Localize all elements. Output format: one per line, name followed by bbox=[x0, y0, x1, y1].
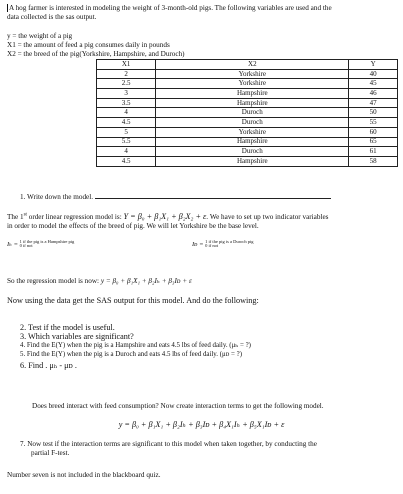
indicator-d-label: Iᴅ = bbox=[192, 240, 204, 248]
table-cell: Yorkshire bbox=[156, 69, 349, 79]
list-item: 6. Find . μₕ - μᴅ . bbox=[20, 360, 77, 370]
model-intro-prefix: The 1 bbox=[7, 213, 24, 221]
indicator-d-cases bbox=[205, 240, 253, 249]
table-cell: Duroch bbox=[156, 118, 349, 128]
table-cell: 5 bbox=[97, 127, 156, 137]
table-header-row bbox=[97, 60, 398, 70]
question-7 bbox=[20, 440, 397, 458]
ordinal-superscript: st bbox=[23, 212, 27, 218]
definition-x2: X2 = the breed of the pig(Yorkshire, Hampshire, and Duroch) bbox=[7, 50, 185, 58]
intro-line-1: A hog farmer is interested in modeling the weight of 3-month-old pigs. The following variables are used and the bbox=[9, 4, 332, 12]
table-row bbox=[97, 89, 398, 99]
table-row bbox=[97, 137, 398, 147]
interaction-question: Does breed interact with feed consumption? Now create interaction terms to get the following model. bbox=[32, 402, 324, 410]
table-cell: 2 bbox=[97, 69, 156, 79]
table-cell: Duroch bbox=[156, 147, 349, 157]
question-7-line-2: partial F-test. bbox=[31, 449, 70, 457]
table-cell: 58 bbox=[349, 156, 398, 166]
indicator-h-case-0: 0 if not bbox=[19, 243, 33, 249]
table-cell: 46 bbox=[349, 89, 398, 99]
table-row bbox=[97, 127, 398, 137]
table-cell: Yorkshire bbox=[156, 127, 349, 137]
regression-now-prefix: So the regression model is now: bbox=[7, 277, 101, 285]
model-intro bbox=[7, 212, 397, 231]
indicator-h-cases bbox=[20, 240, 75, 249]
model-intro-suffix: . We have to set up two indicator variables bbox=[206, 213, 329, 221]
question-7-line-1: 7. Now test if the interaction terms are significant to this model when taken together, by conducting the bbox=[20, 440, 317, 448]
list-item: 2. Test if the model is useful. bbox=[20, 323, 115, 332]
table-cell: Hampshire bbox=[156, 89, 349, 99]
indicator-duroch bbox=[192, 240, 253, 249]
list-item: 3. Which variables are significant? bbox=[20, 332, 134, 342]
table-cell: Duroch bbox=[156, 108, 349, 118]
regression-now bbox=[7, 277, 397, 286]
table-cell: 5.5 bbox=[97, 137, 156, 147]
table-row bbox=[97, 108, 398, 118]
table-cell: Yorkshire bbox=[156, 79, 349, 89]
indicator-d-case-1: 1 if the pig is a Duroch pig bbox=[205, 239, 254, 244]
model-intro-line-2: in order to model the effects of the breed of pig. We will let Yorkshire be the base level. bbox=[7, 222, 259, 231]
indicator-model-equation: y = β₀ + β₁X₁ + β₂Iₕ + β₃Iᴅ + ε bbox=[100, 277, 192, 285]
table-row bbox=[97, 98, 398, 108]
table-cell: 47 bbox=[349, 98, 398, 108]
list-item: 5. Find the E(Y) when the pig is a Duroch and eats 4.5 lbs of feed daily. (μᴅ = ?) bbox=[20, 351, 243, 359]
table-cell: 65 bbox=[349, 137, 398, 147]
column-header-y: Y bbox=[349, 60, 398, 70]
model-intro-middle: order linear regression model is: bbox=[26, 213, 124, 221]
table-cell: 3.5 bbox=[97, 98, 156, 108]
answer-blank bbox=[95, 192, 331, 199]
definition-x1: X1 = the amount of feed a pig consumes daily in pounds bbox=[7, 41, 170, 49]
question-list bbox=[20, 323, 397, 370]
list-item: 4. Find the E(Y) when the pig is a Hampshire and eats 4.5 lbs of feed daily. (μₕ = ?) bbox=[20, 341, 251, 349]
table-cell: 45 bbox=[349, 79, 398, 89]
table-row bbox=[97, 79, 398, 89]
table-row bbox=[97, 156, 398, 166]
table-cell: Hampshire bbox=[156, 98, 349, 108]
first-order-model-equation: Y = β₀ + β₁X₁ + β₂X₂ + ε bbox=[123, 212, 207, 221]
data-table bbox=[96, 59, 398, 167]
table-cell: 4 bbox=[97, 108, 156, 118]
intro-text bbox=[7, 4, 397, 22]
sas-instruction: Now using the data get the SAS output for this model. And do the following: bbox=[7, 296, 259, 305]
table-cell: 4 bbox=[97, 147, 156, 157]
table-cell: Hampshire bbox=[156, 156, 349, 166]
table-cell: 50 bbox=[349, 108, 398, 118]
variable-definitions bbox=[7, 32, 397, 59]
interaction-model-equation: y = β₀ + β₁X₁ + β₂Iₕ + β₃Iᴅ + β₄X₁Iₕ + β₅X₁Iᴅ + ε bbox=[118, 420, 285, 429]
table-cell: 3 bbox=[97, 89, 156, 99]
indicator-hampshire bbox=[7, 240, 74, 249]
definition-y: y = the weight of a pig bbox=[7, 32, 73, 40]
indicator-d-case-0: 0 if not bbox=[205, 243, 219, 249]
question-1 bbox=[20, 192, 397, 202]
question-1-text: 1. Write down the model. bbox=[20, 193, 94, 201]
table-row bbox=[97, 118, 398, 128]
table-row bbox=[97, 147, 398, 157]
table-cell: 60 bbox=[349, 127, 398, 137]
table-row bbox=[97, 69, 398, 79]
table-cell: 4.5 bbox=[97, 118, 156, 128]
table-cell: 2.5 bbox=[97, 79, 156, 89]
table-cell: 4.5 bbox=[97, 156, 156, 166]
column-header-x1: X1 bbox=[97, 60, 156, 70]
footer-note: Number seven is not included in the blackboard quiz. bbox=[7, 471, 161, 479]
indicator-h-label: Iₕ = bbox=[7, 240, 18, 248]
table-cell: Hampshire bbox=[156, 137, 349, 147]
table-cell: 61 bbox=[349, 147, 398, 157]
column-header-x2: X2 bbox=[156, 60, 349, 70]
intro-line-2: data collected is the sas output. bbox=[7, 13, 97, 21]
table-cell: 40 bbox=[349, 69, 398, 79]
indicator-h-case-1: 1 if the pig is a Hampshire pig bbox=[19, 239, 75, 244]
table-cell: 55 bbox=[349, 118, 398, 128]
